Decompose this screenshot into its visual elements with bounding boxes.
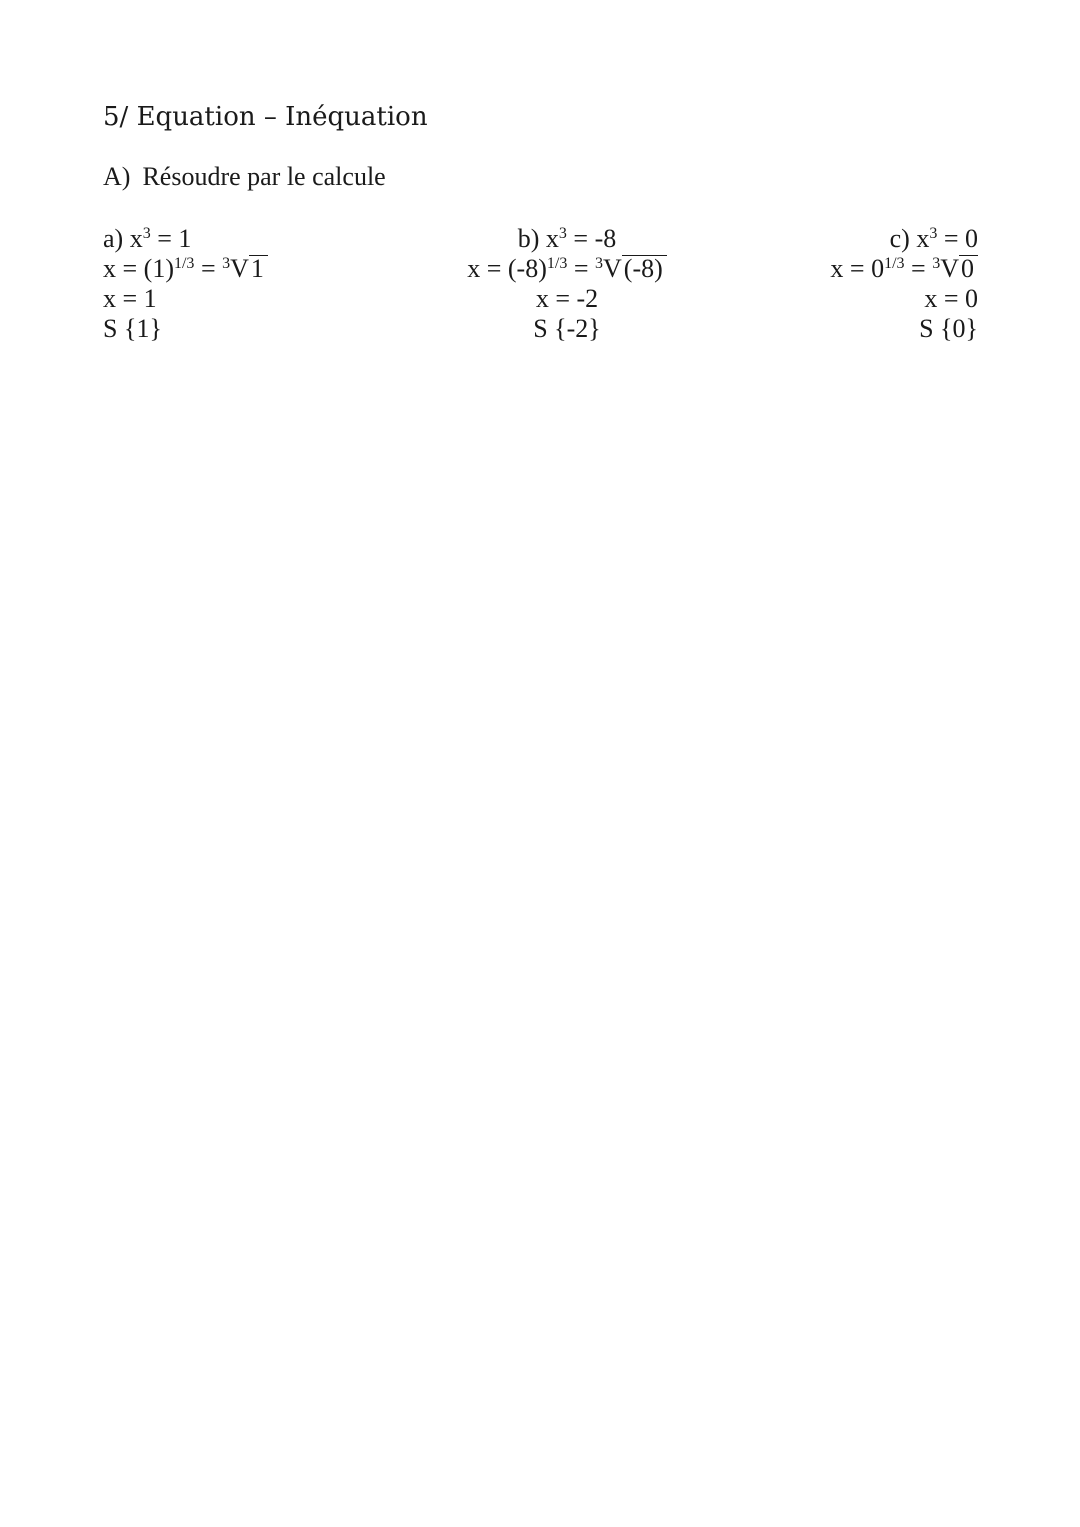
equation-c-statement <box>808 224 978 254</box>
equation-b-power-base: x = (-8) <box>467 254 547 283</box>
equation-b-root-sign: V <box>603 254 622 283</box>
equation-a-step <box>103 254 268 284</box>
equation-c-exponent: 3 <box>929 225 938 242</box>
equation-c-power-base: x = 0 <box>830 254 885 283</box>
equation-a-power-base: x = (1) <box>103 254 174 283</box>
equation-c-root-arg: 0 <box>959 255 978 282</box>
equation-c-root-index: 3 <box>932 255 941 272</box>
equation-a-lhs: a) x <box>103 224 143 253</box>
equation-a-root-index: 3 <box>222 255 231 272</box>
subsection-text: Résoudre par le calcule <box>142 162 386 191</box>
equation-c-cube-root <box>932 254 978 284</box>
equation-block-a <box>103 224 268 344</box>
equation-c-step <box>808 254 978 284</box>
equation-c-rhs: = 0 <box>937 224 978 253</box>
equation-a-result: x = 1 <box>103 284 157 313</box>
equation-block-b <box>452 224 682 344</box>
equation-b-statement <box>452 224 682 254</box>
equation-a-exponent: 3 <box>142 225 151 242</box>
equation-b-step <box>452 254 682 284</box>
equation-a-power-exp: 1/3 <box>173 255 195 272</box>
equation-a-statement <box>103 224 268 254</box>
equation-a-rhs: = 1 <box>150 224 192 253</box>
section-title: 5/ Equation – Inéquation <box>103 102 428 132</box>
equation-a-root-arg: 1 <box>249 255 268 282</box>
equation-c-solution-set: S {0} <box>919 314 978 343</box>
equation-b-solution-set: S {-2} <box>533 314 601 343</box>
equation-b-rhs: = -8 <box>566 224 617 253</box>
equation-c-equals: = <box>904 254 933 283</box>
equation-a-root-sign: V <box>230 254 249 283</box>
equation-c-lhs: c) x <box>889 224 930 253</box>
equation-b-result: x = -2 <box>535 284 599 313</box>
equation-block-c <box>808 224 978 344</box>
equation-a-solution-set: S {1} <box>103 314 162 343</box>
equation-b-lhs: b) x <box>517 224 559 253</box>
subsection-heading <box>103 160 386 194</box>
equation-b-cube-root <box>595 254 667 284</box>
equation-b-equals: = <box>567 254 595 283</box>
equation-a-cube-root <box>222 254 268 284</box>
equation-b-root-arg: (-8) <box>622 255 667 282</box>
equation-b-power-exp: 1/3 <box>546 255 568 272</box>
equation-b-root-index: 3 <box>595 255 603 272</box>
equation-c-root-sign: V <box>940 254 959 283</box>
equation-a-equals: = <box>194 254 223 283</box>
subsection-label: A) <box>103 162 131 191</box>
equation-c-result: x = 0 <box>924 284 978 313</box>
equation-b-exponent: 3 <box>558 225 567 242</box>
equation-c-power-exp: 1/3 <box>884 255 905 272</box>
